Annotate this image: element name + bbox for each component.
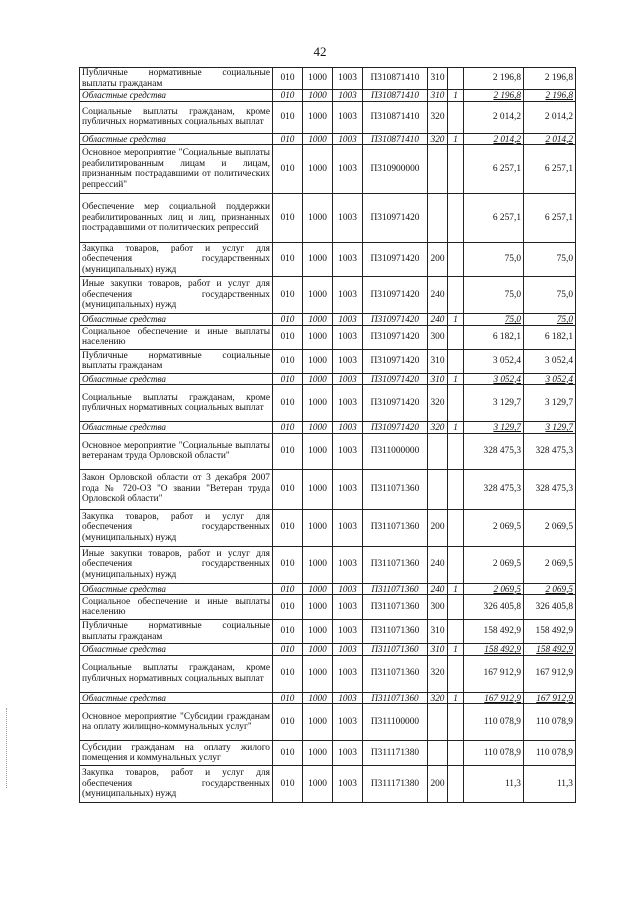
code-expense-type: 310 bbox=[428, 349, 448, 373]
code-glava: 010 bbox=[273, 433, 303, 469]
code-podrazdel: 1003 bbox=[333, 509, 363, 546]
amount-2: 2 196,8 bbox=[524, 90, 576, 102]
code-source bbox=[448, 655, 464, 692]
code-target-article: П310971420 bbox=[363, 314, 428, 326]
code-podrazdel: 1003 bbox=[333, 644, 363, 656]
amount-1: 2 069,5 bbox=[464, 509, 524, 546]
code-glava: 010 bbox=[273, 422, 303, 434]
amount-2: 158 492,9 bbox=[524, 644, 576, 656]
code-razdel: 1000 bbox=[303, 620, 333, 644]
code-target-article: П310871410 bbox=[363, 90, 428, 102]
code-target-article: П310971420 bbox=[363, 422, 428, 434]
code-razdel: 1000 bbox=[303, 422, 333, 434]
row-name: Субсидии гражданам на оплату жилого помещения и коммунальных услуг bbox=[80, 741, 273, 766]
table-row bbox=[80, 469, 576, 509]
code-podrazdel: 1003 bbox=[333, 90, 363, 102]
code-expense-type: 200 bbox=[428, 243, 448, 277]
code-glava: 010 bbox=[273, 314, 303, 326]
code-expense-type bbox=[428, 469, 448, 509]
code-razdel: 1000 bbox=[303, 349, 333, 373]
code-source bbox=[448, 469, 464, 509]
row-name: Областные средства bbox=[80, 133, 273, 145]
code-source bbox=[448, 385, 464, 422]
code-source bbox=[448, 68, 464, 90]
code-podrazdel: 1003 bbox=[333, 620, 363, 644]
code-glava: 010 bbox=[273, 583, 303, 595]
amount-2: 2 069,5 bbox=[524, 583, 576, 595]
amount-2: 3 129,7 bbox=[524, 422, 576, 434]
amount-1: 6 257,1 bbox=[464, 194, 524, 243]
code-glava: 010 bbox=[273, 766, 303, 803]
table-row bbox=[80, 349, 576, 373]
amount-2: 2 014,2 bbox=[524, 101, 576, 133]
amount-1: 75,0 bbox=[464, 243, 524, 277]
code-expense-type: 300 bbox=[428, 325, 448, 349]
row-name: Основное мероприятие "Социальные выплаты ветеранам труда Орловской области" bbox=[80, 433, 273, 469]
code-glava: 010 bbox=[273, 704, 303, 741]
amount-2: 328 475,3 bbox=[524, 469, 576, 509]
code-target-article: П310971420 bbox=[363, 385, 428, 422]
row-name: Публичные нормативные социальные выплаты гражданам bbox=[80, 620, 273, 644]
amount-2: 2 196,8 bbox=[524, 68, 576, 90]
row-name: Областные средства bbox=[80, 583, 273, 595]
code-source bbox=[448, 349, 464, 373]
code-target-article: П311171380 bbox=[363, 741, 428, 766]
code-podrazdel: 1003 bbox=[333, 133, 363, 145]
code-glava: 010 bbox=[273, 655, 303, 692]
amount-1: 2 014,2 bbox=[464, 133, 524, 145]
code-podrazdel: 1003 bbox=[333, 692, 363, 704]
amount-1: 167 912,9 bbox=[464, 692, 524, 704]
code-podrazdel: 1003 bbox=[333, 101, 363, 133]
code-source: 1 bbox=[448, 90, 464, 102]
amount-1: 75,0 bbox=[464, 314, 524, 326]
code-podrazdel: 1003 bbox=[333, 655, 363, 692]
code-razdel: 1000 bbox=[303, 546, 333, 583]
code-razdel: 1000 bbox=[303, 314, 333, 326]
code-target-article: П310971420 bbox=[363, 243, 428, 277]
code-expense-type: 200 bbox=[428, 509, 448, 546]
code-glava: 010 bbox=[273, 469, 303, 509]
amount-1: 158 492,9 bbox=[464, 620, 524, 644]
code-razdel: 1000 bbox=[303, 692, 333, 704]
code-podrazdel: 1003 bbox=[333, 68, 363, 90]
amount-2: 6 257,1 bbox=[524, 194, 576, 243]
regional-funds-row bbox=[80, 133, 576, 145]
amount-2: 2 069,5 bbox=[524, 509, 576, 546]
code-podrazdel: 1003 bbox=[333, 422, 363, 434]
code-podrazdel: 1003 bbox=[333, 595, 363, 620]
code-podrazdel: 1003 bbox=[333, 469, 363, 509]
regional-funds-row bbox=[80, 583, 576, 595]
code-podrazdel: 1003 bbox=[333, 433, 363, 469]
code-expense-type bbox=[428, 145, 448, 194]
amount-1: 6 182,1 bbox=[464, 325, 524, 349]
amount-1: 326 405,8 bbox=[464, 595, 524, 620]
code-glava: 010 bbox=[273, 509, 303, 546]
row-name: Областные средства bbox=[80, 422, 273, 434]
amount-2: 167 912,9 bbox=[524, 655, 576, 692]
amount-2: 3 129,7 bbox=[524, 385, 576, 422]
code-glava: 010 bbox=[273, 595, 303, 620]
code-expense-type: 310 bbox=[428, 90, 448, 102]
code-expense-type bbox=[428, 741, 448, 766]
code-target-article: П311171380 bbox=[363, 766, 428, 803]
budget-table-body bbox=[80, 68, 576, 803]
code-target-article: П310971420 bbox=[363, 373, 428, 385]
code-glava: 010 bbox=[273, 133, 303, 145]
code-target-article: П311071360 bbox=[363, 644, 428, 656]
row-name: Областные средства bbox=[80, 644, 273, 656]
code-razdel: 1000 bbox=[303, 509, 333, 546]
regional-funds-row bbox=[80, 373, 576, 385]
amount-1: 167 912,9 bbox=[464, 655, 524, 692]
code-source bbox=[448, 194, 464, 243]
code-podrazdel: 1003 bbox=[333, 243, 363, 277]
code-podrazdel: 1003 bbox=[333, 277, 363, 314]
code-expense-type: 240 bbox=[428, 277, 448, 314]
amount-2: 75,0 bbox=[524, 243, 576, 277]
code-expense-type: 320 bbox=[428, 422, 448, 434]
code-source: 1 bbox=[448, 133, 464, 145]
code-glava: 010 bbox=[273, 277, 303, 314]
code-expense-type: 310 bbox=[428, 620, 448, 644]
table-row bbox=[80, 325, 576, 349]
table-row bbox=[80, 194, 576, 243]
code-razdel: 1000 bbox=[303, 243, 333, 277]
code-razdel: 1000 bbox=[303, 595, 333, 620]
code-podrazdel: 1003 bbox=[333, 704, 363, 741]
code-target-article: П311071360 bbox=[363, 546, 428, 583]
code-glava: 010 bbox=[273, 349, 303, 373]
code-glava: 010 bbox=[273, 325, 303, 349]
code-razdel: 1000 bbox=[303, 194, 333, 243]
table-row bbox=[80, 385, 576, 422]
code-target-article: П310971420 bbox=[363, 325, 428, 349]
code-razdel: 1000 bbox=[303, 373, 333, 385]
code-target-article: П311071360 bbox=[363, 655, 428, 692]
code-target-article: П311071360 bbox=[363, 595, 428, 620]
amount-2: 328 475,3 bbox=[524, 433, 576, 469]
code-source: 1 bbox=[448, 422, 464, 434]
regional-funds-row bbox=[80, 90, 576, 102]
budget-table bbox=[79, 67, 576, 803]
code-source bbox=[448, 741, 464, 766]
amount-2: 75,0 bbox=[524, 277, 576, 314]
code-source bbox=[448, 766, 464, 803]
amount-2: 75,0 bbox=[524, 314, 576, 326]
table-row bbox=[80, 145, 576, 194]
code-podrazdel: 1003 bbox=[333, 325, 363, 349]
code-source bbox=[448, 325, 464, 349]
row-name: Закупка товаров, работ и услуг для обеспечения государственных (муниципальных) нужд bbox=[80, 243, 273, 277]
code-glava: 010 bbox=[273, 373, 303, 385]
code-target-article: П310871410 bbox=[363, 68, 428, 90]
amount-2: 3 052,4 bbox=[524, 373, 576, 385]
amount-2: 158 492,9 bbox=[524, 620, 576, 644]
code-target-article: П310971420 bbox=[363, 349, 428, 373]
amount-1: 75,0 bbox=[464, 277, 524, 314]
code-podrazdel: 1003 bbox=[333, 385, 363, 422]
code-podrazdel: 1003 bbox=[333, 145, 363, 194]
code-glava: 010 bbox=[273, 546, 303, 583]
code-expense-type: 310 bbox=[428, 644, 448, 656]
row-name: Областные средства bbox=[80, 692, 273, 704]
code-glava: 010 bbox=[273, 145, 303, 194]
table-row bbox=[80, 68, 576, 90]
code-source bbox=[448, 620, 464, 644]
amount-1: 110 078,9 bbox=[464, 741, 524, 766]
row-name: Публичные нормативные социальные выплаты гражданам bbox=[80, 349, 273, 373]
code-razdel: 1000 bbox=[303, 704, 333, 741]
code-source: 1 bbox=[448, 644, 464, 656]
amount-1: 3 052,4 bbox=[464, 373, 524, 385]
code-target-article: П311071360 bbox=[363, 583, 428, 595]
code-glava: 010 bbox=[273, 644, 303, 656]
amount-1: 328 475,3 bbox=[464, 469, 524, 509]
code-razdel: 1000 bbox=[303, 325, 333, 349]
table-row bbox=[80, 546, 576, 583]
amount-1: 158 492,9 bbox=[464, 644, 524, 656]
amount-2: 3 052,4 bbox=[524, 349, 576, 373]
code-source bbox=[448, 101, 464, 133]
table-row bbox=[80, 243, 576, 277]
code-target-article: П310871410 bbox=[363, 101, 428, 133]
amount-1: 11,3 bbox=[464, 766, 524, 803]
code-expense-type bbox=[428, 433, 448, 469]
code-target-article: П310971420 bbox=[363, 194, 428, 243]
code-glava: 010 bbox=[273, 385, 303, 422]
amount-1: 2 196,8 bbox=[464, 68, 524, 90]
amount-1: 2 196,8 bbox=[464, 90, 524, 102]
regional-funds-row bbox=[80, 644, 576, 656]
code-glava: 010 bbox=[273, 741, 303, 766]
table-row bbox=[80, 101, 576, 133]
table-row bbox=[80, 433, 576, 469]
code-expense-type: 240 bbox=[428, 583, 448, 595]
code-glava: 010 bbox=[273, 243, 303, 277]
code-glava: 010 bbox=[273, 194, 303, 243]
amount-2: 6 182,1 bbox=[524, 325, 576, 349]
code-razdel: 1000 bbox=[303, 766, 333, 803]
code-razdel: 1000 bbox=[303, 145, 333, 194]
code-razdel: 1000 bbox=[303, 277, 333, 314]
table-row bbox=[80, 766, 576, 803]
code-glava: 010 bbox=[273, 68, 303, 90]
code-podrazdel: 1003 bbox=[333, 194, 363, 243]
amount-1: 328 475,3 bbox=[464, 433, 524, 469]
code-source bbox=[448, 243, 464, 277]
table-row bbox=[80, 704, 576, 741]
amount-2: 110 078,9 bbox=[524, 704, 576, 741]
code-expense-type: 310 bbox=[428, 68, 448, 90]
code-target-article: П310900000 bbox=[363, 145, 428, 194]
code-razdel: 1000 bbox=[303, 385, 333, 422]
code-source bbox=[448, 509, 464, 546]
table-row bbox=[80, 655, 576, 692]
amount-2: 110 078,9 bbox=[524, 741, 576, 766]
amount-1: 2 069,5 bbox=[464, 583, 524, 595]
code-razdel: 1000 bbox=[303, 90, 333, 102]
code-podrazdel: 1003 bbox=[333, 741, 363, 766]
amount-1: 2 014,2 bbox=[464, 101, 524, 133]
code-podrazdel: 1003 bbox=[333, 314, 363, 326]
code-podrazdel: 1003 bbox=[333, 546, 363, 583]
row-name: Закупка товаров, работ и услуг для обеспечения государственных (муниципальных) нужд bbox=[80, 766, 273, 803]
code-razdel: 1000 bbox=[303, 133, 333, 145]
amount-1: 3 129,7 bbox=[464, 422, 524, 434]
code-source bbox=[448, 433, 464, 469]
row-name: Публичные нормативные социальные выплаты гражданам bbox=[80, 68, 273, 90]
code-glava: 010 bbox=[273, 692, 303, 704]
amount-1: 3 052,4 bbox=[464, 349, 524, 373]
row-name: Социальное обеспечение и иные выплаты населению bbox=[80, 595, 273, 620]
code-target-article: П310971420 bbox=[363, 277, 428, 314]
code-source bbox=[448, 704, 464, 741]
code-razdel: 1000 bbox=[303, 655, 333, 692]
code-source bbox=[448, 145, 464, 194]
code-expense-type: 320 bbox=[428, 655, 448, 692]
row-name: Основное мероприятие "Социальные выплаты реабилитированным лицам и лицам, признанным пострадавшими от политических репрессий" bbox=[80, 145, 273, 194]
code-source: 1 bbox=[448, 314, 464, 326]
row-name: Иные закупки товаров, работ и услуг для обеспечения государственных (муниципальных) нужд bbox=[80, 546, 273, 583]
code-expense-type: 310 bbox=[428, 373, 448, 385]
code-razdel: 1000 bbox=[303, 644, 333, 656]
code-expense-type: 320 bbox=[428, 385, 448, 422]
code-target-article: П310871410 bbox=[363, 133, 428, 145]
code-podrazdel: 1003 bbox=[333, 349, 363, 373]
row-name: Иные закупки товаров, работ и услуг для обеспечения государственных (муниципальных) нужд bbox=[80, 277, 273, 314]
row-name: Социальное обеспечение и иные выплаты населению bbox=[80, 325, 273, 349]
amount-1: 110 078,9 bbox=[464, 704, 524, 741]
table-row bbox=[80, 595, 576, 620]
code-expense-type: 320 bbox=[428, 133, 448, 145]
code-source bbox=[448, 277, 464, 314]
row-name: Основное мероприятие "Субсидии гражданам на оплату жилищно-коммунальных услуг" bbox=[80, 704, 273, 741]
code-source: 1 bbox=[448, 583, 464, 595]
code-razdel: 1000 bbox=[303, 433, 333, 469]
code-expense-type: 200 bbox=[428, 766, 448, 803]
row-name: Социальные выплаты гражданам, кроме публичных нормативных социальных выплат bbox=[80, 385, 273, 422]
table-row bbox=[80, 277, 576, 314]
code-razdel: 1000 bbox=[303, 101, 333, 133]
row-name: Социальные выплаты гражданам, кроме публичных нормативных социальных выплат bbox=[80, 101, 273, 133]
table-row bbox=[80, 620, 576, 644]
code-razdel: 1000 bbox=[303, 469, 333, 509]
code-podrazdel: 1003 bbox=[333, 766, 363, 803]
code-source: 1 bbox=[448, 692, 464, 704]
code-glava: 010 bbox=[273, 101, 303, 133]
code-expense-type bbox=[428, 704, 448, 741]
amount-1: 6 257,1 bbox=[464, 145, 524, 194]
code-expense-type: 320 bbox=[428, 101, 448, 133]
amount-2: 2 014,2 bbox=[524, 133, 576, 145]
code-razdel: 1000 bbox=[303, 741, 333, 766]
amount-2: 11,3 bbox=[524, 766, 576, 803]
amount-1: 2 069,5 bbox=[464, 546, 524, 583]
page-number: 42 bbox=[313, 44, 327, 59]
row-name: Областные средства bbox=[80, 90, 273, 102]
table-row bbox=[80, 741, 576, 766]
code-expense-type: 320 bbox=[428, 692, 448, 704]
amount-2: 167 912,9 bbox=[524, 692, 576, 704]
code-target-article: П311071360 bbox=[363, 692, 428, 704]
row-name: Закупка товаров, работ и услуг для обеспечения государственных (муниципальных) нужд bbox=[80, 509, 273, 546]
code-target-article: П311071360 bbox=[363, 469, 428, 509]
row-name: Социальные выплаты гражданам, кроме публичных нормативных социальных выплат bbox=[80, 655, 273, 692]
amount-2: 326 405,8 bbox=[524, 595, 576, 620]
table-row bbox=[80, 509, 576, 546]
amount-2: 2 069,5 bbox=[524, 546, 576, 583]
row-name: Закон Орловской области от 3 декабря 2007 года № 720-ОЗ "О звании "Ветеран труда Орловской области" bbox=[80, 469, 273, 509]
binding-margin-marks bbox=[6, 708, 9, 788]
code-source: 1 bbox=[448, 373, 464, 385]
code-target-article: П311000000 bbox=[363, 433, 428, 469]
code-target-article: П311071360 bbox=[363, 509, 428, 546]
code-expense-type bbox=[428, 194, 448, 243]
row-name: Областные средства bbox=[80, 373, 273, 385]
amount-1: 3 129,7 bbox=[464, 385, 524, 422]
code-expense-type: 240 bbox=[428, 546, 448, 583]
code-glava: 010 bbox=[273, 620, 303, 644]
code-expense-type: 240 bbox=[428, 314, 448, 326]
code-source bbox=[448, 546, 464, 583]
code-podrazdel: 1003 bbox=[333, 583, 363, 595]
amount-2: 6 257,1 bbox=[524, 145, 576, 194]
code-razdel: 1000 bbox=[303, 68, 333, 90]
row-name: Обеспечение мер социальной поддержки реабилитированных лиц и лиц, признанных пострадавшими от политических репрессий bbox=[80, 194, 273, 243]
code-glava: 010 bbox=[273, 90, 303, 102]
code-expense-type: 300 bbox=[428, 595, 448, 620]
row-name: Областные средства bbox=[80, 314, 273, 326]
code-source bbox=[448, 595, 464, 620]
regional-funds-row bbox=[80, 314, 576, 326]
regional-funds-row bbox=[80, 422, 576, 434]
code-podrazdel: 1003 bbox=[333, 373, 363, 385]
code-razdel: 1000 bbox=[303, 583, 333, 595]
code-target-article: П311100000 bbox=[363, 704, 428, 741]
code-target-article: П311071360 bbox=[363, 620, 428, 644]
regional-funds-row bbox=[80, 692, 576, 704]
